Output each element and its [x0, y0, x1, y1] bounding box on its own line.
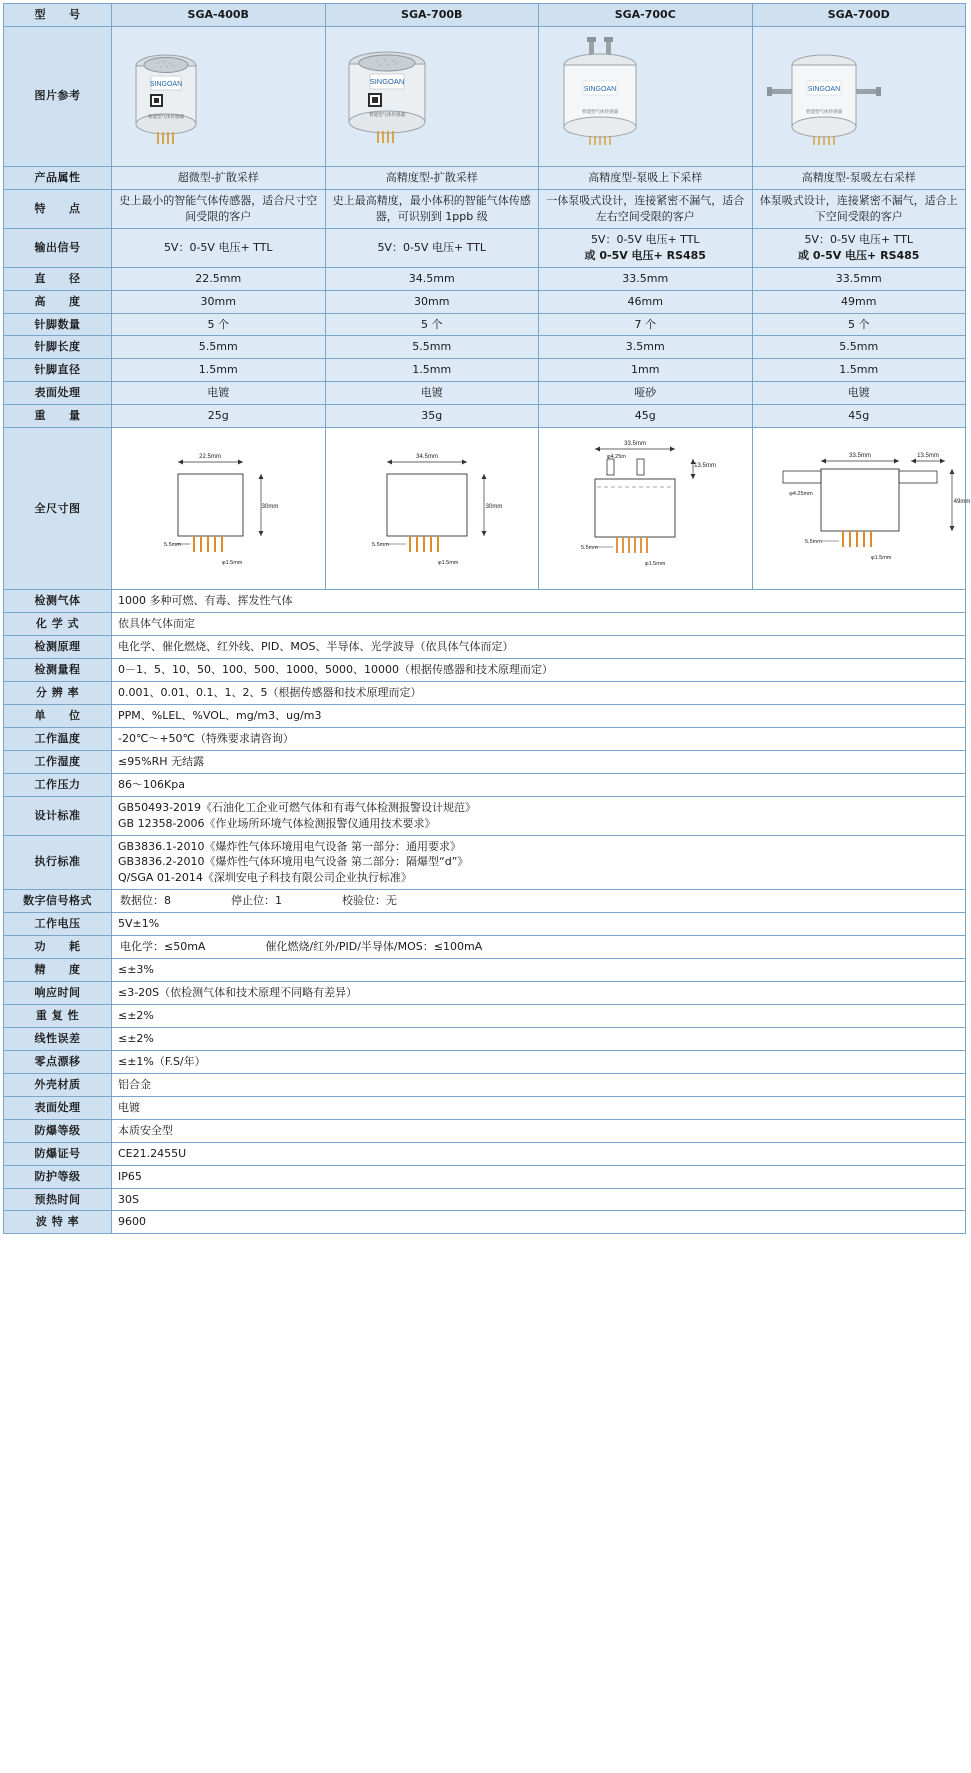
specification-table: [3, 3, 970, 1234]
row-label-model: 型 号: [4, 4, 112, 27]
shell-material-value: 铝合金: [112, 1073, 966, 1096]
power-value: [112, 936, 966, 959]
pin-diameter-0: 1.5mm: [112, 359, 326, 382]
row-label-shell-material: 外壳材质: [4, 1073, 112, 1096]
row-label-pin-length: 针脚长度: [4, 336, 112, 359]
svg-text:φ4.25mm: φ4.25mm: [788, 491, 813, 498]
baud-value: 9600: [112, 1211, 966, 1234]
row-label-product-attr: 产品属性: [4, 166, 112, 189]
table-row-response-time: [4, 982, 966, 1005]
product-attr-1: 高精度型-扩散采样: [325, 166, 539, 189]
surface-1: 电镀: [325, 382, 539, 405]
table-row-ex-cert: [4, 1142, 966, 1165]
row-label-power: 功 耗: [4, 936, 112, 959]
column-header-0: SGA-400B: [112, 4, 326, 27]
table-row-design-standard: [4, 796, 966, 835]
row-label-height: 高 度: [4, 290, 112, 313]
output-2: [539, 228, 753, 267]
power-electrochemical: 电化学：≤50mA: [120, 940, 206, 954]
dimension-diagram-sga400b-icon: [118, 434, 298, 584]
chemical-formula-value: 依具体气体而定: [112, 613, 966, 636]
linear-error-value: ≤±2%: [112, 1027, 966, 1050]
row-label-linear-error: 线性误差: [4, 1027, 112, 1050]
svg-text:49mm: 49mm: [953, 499, 970, 506]
repeatability-value: ≤±2%: [112, 1005, 966, 1028]
output-1-line1: 5V：0-5V 电压+ TTL: [377, 240, 487, 254]
table-row-product-attr: [4, 166, 966, 189]
row-label-principle: 检测原理: [4, 636, 112, 659]
output-1: [325, 228, 539, 267]
product-attr-2: 高精度型-泵吸上下采样: [539, 166, 753, 189]
table-row-digital-format: [4, 890, 966, 913]
dimension-drawing-2: [539, 428, 753, 590]
table-row-principle: [4, 636, 966, 659]
range-value: 0－1、5、10、50、100、500、1000、5000、10000（根据传感器和技术原理而定）: [112, 659, 966, 682]
svg-text:13.5mm: 13.5mm: [694, 463, 716, 470]
product-attr-0: 超微型-扩散采样: [112, 166, 326, 189]
row-label-baud: 波 特 率: [4, 1211, 112, 1234]
table-row-pin-length: [4, 336, 966, 359]
feature-3: 体泵吸式设计，连接紧密不漏气，适合上下空间受限的客户: [752, 189, 966, 228]
table-row-unit: [4, 704, 966, 727]
svg-text:30mm: 30mm: [261, 503, 279, 510]
power-other: 催化燃烧/红外/PID/半导体/MOS：≤100mA: [265, 940, 483, 954]
table-row-dimension-drawing: [4, 428, 966, 590]
surface2-value: 电镀: [112, 1096, 966, 1119]
digital-format-value: [112, 890, 966, 913]
dimension-drawing-0: [112, 428, 326, 590]
pin-length-2: 3.5mm: [539, 336, 753, 359]
diameter-2: 33.5mm: [539, 267, 753, 290]
ex-cert-value: CE21.2455U: [112, 1142, 966, 1165]
dim-width-0: 22.5mm: [199, 453, 221, 460]
row-label-surface2: 表面处理: [4, 1096, 112, 1119]
response-time-value: ≤3-20S（依检测气体和技术原理不同略有差异）: [112, 982, 966, 1005]
table-row-weight: [4, 405, 966, 428]
table-row-pin-diameter: [4, 359, 966, 382]
table-row-surface2: [4, 1096, 966, 1119]
pin-count-0: 5 个: [112, 313, 326, 336]
row-label-digital-format: 数字信号格式: [4, 890, 112, 913]
row-label-pin-count: 针脚数量: [4, 313, 112, 336]
table-row-height: [4, 290, 966, 313]
exec-standard-line-1: GB3836.1-2010《爆炸性气体环境用电气设备 第一部分：通用要求》: [118, 839, 462, 853]
output-0: [112, 228, 326, 267]
row-label-surface: 表面处理: [4, 382, 112, 405]
preheat-value: 30S: [112, 1188, 966, 1211]
svg-text:φ4.25m: φ4.25m: [607, 454, 626, 461]
svg-text:智能型气体传感器: 智能型气体传感器: [368, 112, 405, 118]
exec-standard-line-2: GB3836.2-2010《爆炸性气体环境用电气设备 第二部分：隔爆型“d”》: [118, 855, 469, 869]
exec-standard-line-3: Q/SGA 01-2014《深圳安电子科技有限公司企业执行标准》: [118, 871, 412, 885]
sensor-photo-sga700c-icon: [545, 31, 655, 161]
row-label-preheat: 预热时间: [4, 1188, 112, 1211]
output-3-line1: 5V：0-5V 电压+ TTL: [804, 232, 914, 246]
table-row-chemical-formula: [4, 613, 966, 636]
feature-1: 史上最高精度，最小体积的智能气体传感器，可识别到 1ppb 级: [325, 189, 539, 228]
row-label-output: 输出信号: [4, 228, 112, 267]
svg-text:30mm: 30mm: [485, 503, 502, 510]
design-standard-value: [112, 796, 966, 835]
row-label-pin-diameter: 针脚直径: [4, 359, 112, 382]
product-photo-2: [539, 26, 753, 166]
ex-grade-value: 本质安全型: [112, 1119, 966, 1142]
svg-text:SINGOAN: SINGOAN: [583, 86, 617, 94]
diameter-1: 34.5mm: [325, 267, 539, 290]
row-label-accuracy: 精 度: [4, 959, 112, 982]
row-label-unit: 单 位: [4, 704, 112, 727]
row-label-range: 检测量程: [4, 659, 112, 682]
zero-drift-value: ≤±1%（F.S/年）: [112, 1050, 966, 1073]
svg-text:33.5mm: 33.5mm: [624, 441, 646, 448]
dimension-drawing-3: [752, 428, 970, 590]
table-row-features: [4, 189, 966, 228]
output-0-line1: 5V：0-5V 电压+ TTL: [163, 240, 273, 254]
sensor-photo-sga700b-icon: [332, 36, 442, 156]
row-label-repeatability: 重 复 性: [4, 1005, 112, 1028]
output-2-line2: 或 0-5V 电压+ RS485: [584, 248, 706, 262]
svg-text:智能型气体传感器: 智能型气体传感器: [582, 109, 618, 115]
table-row-power: [4, 936, 966, 959]
work-voltage-value: 5V±1%: [112, 913, 966, 936]
table-row-resolution: [4, 681, 966, 704]
accuracy-value: ≤±3%: [112, 959, 966, 982]
weight-0: 25g: [112, 405, 326, 428]
dimension-diagram-sga700b-icon: [332, 434, 522, 584]
row-label-diameter: 直 径: [4, 267, 112, 290]
pin-diameter-1: 1.5mm: [325, 359, 539, 382]
svg-text:φ1.5mm: φ1.5mm: [437, 559, 458, 566]
row-label-chemical-formula: 化 学 式: [4, 613, 112, 636]
row-label-weight: 重 量: [4, 405, 112, 428]
surface-0: 电镀: [112, 382, 326, 405]
svg-text:5.5mm: 5.5mm: [581, 545, 598, 552]
table-row-ex-grade: [4, 1119, 966, 1142]
row-label-work-voltage: 工作电压: [4, 913, 112, 936]
weight-3: 45g: [752, 405, 966, 428]
weight-2: 45g: [539, 405, 753, 428]
feature-0: 史上最小的智能气体传感器，适合尺寸空间受限的客户: [112, 189, 326, 228]
table-row-ip-grade: [4, 1165, 966, 1188]
svg-text:5.5mm: 5.5mm: [371, 541, 389, 548]
table-row-work-humidity: [4, 750, 966, 773]
row-label-work-temp: 工作温度: [4, 727, 112, 750]
svg-text:5.5mm: 5.5mm: [164, 541, 181, 548]
row-label-ex-grade: 防爆等级: [4, 1119, 112, 1142]
work-pressure-value: 86～106Kpa: [112, 773, 966, 796]
row-label-work-pressure: 工作压力: [4, 773, 112, 796]
output-2-line1: 5V：0-5V 电压+ TTL: [590, 232, 700, 246]
pin-length-1: 5.5mm: [325, 336, 539, 359]
principle-value: 电化学、催化燃烧、红外线、PID、MOS、半导体、光学波导（依具体气体而定）: [112, 636, 966, 659]
sensor-photo-sga400b-icon: [118, 36, 214, 156]
height-1: 30mm: [325, 290, 539, 313]
column-header-3: SGA-700D: [752, 4, 966, 27]
pin-count-2: 7 个: [539, 313, 753, 336]
height-0: 30mm: [112, 290, 326, 313]
svg-text:智能型气体传感器: 智能型气体传感器: [805, 109, 842, 115]
product-photo-3: [752, 26, 966, 166]
row-label-exec-standard: 执行标准: [4, 835, 112, 890]
table-row-output: [4, 228, 966, 267]
svg-text:智能型气体传感器: 智能型气体传感器: [148, 114, 184, 120]
svg-text:5.5mm: 5.5mm: [804, 539, 822, 546]
row-label-ip-grade: 防护等级: [4, 1165, 112, 1188]
table-row-detect-gas: [4, 590, 966, 613]
pin-count-3: 5 个: [752, 313, 966, 336]
svg-text:SINGOAN: SINGOAN: [807, 86, 840, 94]
table-row-work-temp: [4, 727, 966, 750]
row-label-detect-gas: 检测气体: [4, 590, 112, 613]
column-header-1: SGA-700B: [325, 4, 539, 27]
diameter-3: 33.5mm: [752, 267, 966, 290]
digital-stop-bits: 停止位：1: [231, 894, 282, 908]
row-label-resolution: 分 辨 率: [4, 681, 112, 704]
row-label-design-standard: 设计标准: [4, 796, 112, 835]
svg-text:φ1.5mm: φ1.5mm: [870, 555, 891, 562]
work-humidity-value: ≤95%RH 无结露: [112, 750, 966, 773]
table-row-preheat: [4, 1188, 966, 1211]
pin-count-1: 5 个: [325, 313, 539, 336]
svg-text:13.5mm: 13.5mm: [916, 453, 939, 460]
design-standard-line-1: GB50493-2019《石油化工企业可燃气体和有毒气体检测报警设计规范》: [118, 800, 477, 814]
feature-2: 一体泵吸式设计，连接紧密不漏气，适合左右空间受限的客户: [539, 189, 753, 228]
table-row-range: [4, 659, 966, 682]
digital-parity: 校验位：无: [342, 894, 397, 908]
row-label-work-humidity: 工作湿度: [4, 750, 112, 773]
row-label-image: 图片参考: [4, 26, 112, 166]
table-row-zero-drift: [4, 1050, 966, 1073]
svg-text:φ1.5mm: φ1.5mm: [222, 559, 243, 566]
table-row-shell-material: [4, 1073, 966, 1096]
product-photo-1: [325, 26, 539, 166]
row-label-features: 特 点: [4, 189, 112, 228]
row-label-response-time: 响应时间: [4, 982, 112, 1005]
row-label-zero-drift: 零点漂移: [4, 1050, 112, 1073]
product-attr-3: 高精度型-泵吸左右采样: [752, 166, 966, 189]
svg-text:34.5mm: 34.5mm: [415, 453, 438, 460]
surface-2: 哑砂: [539, 382, 753, 405]
sensor-photo-sga700d-icon: [759, 31, 889, 161]
design-standard-line-2: GB 12358-2006《作业场所环境气体检测报警仪通用技术要求》: [118, 816, 436, 830]
output-3-line2: 或 0-5V 电压+ RS485: [798, 248, 920, 262]
row-label-ex-cert: 防爆证号: [4, 1142, 112, 1165]
column-header-2: SGA-700C: [539, 4, 753, 27]
table-row-image: [4, 26, 966, 166]
svg-text:φ1.5mm: φ1.5mm: [645, 561, 666, 568]
table-row-work-voltage: [4, 913, 966, 936]
dimension-diagram-sga700d-icon: [759, 431, 971, 586]
unit-value: PPM、%LEL、%VOL、mg/m3、ug/m3: [112, 704, 966, 727]
diameter-0: 22.5mm: [112, 267, 326, 290]
pin-diameter-2: 1mm: [539, 359, 753, 382]
svg-text:SINGOAN: SINGOAN: [149, 81, 183, 89]
ip-grade-value: IP65: [112, 1165, 966, 1188]
table-row-linear-error: [4, 1027, 966, 1050]
table-row-work-pressure: [4, 773, 966, 796]
pin-length-0: 5.5mm: [112, 336, 326, 359]
height-3: 49mm: [752, 290, 966, 313]
table-row-surface: [4, 382, 966, 405]
pin-length-3: 5.5mm: [752, 336, 966, 359]
row-label-dimension-drawing: 全尺寸图: [4, 428, 112, 590]
exec-standard-value: [112, 835, 966, 890]
svg-text:33.5mm: 33.5mm: [848, 453, 871, 460]
svg-text:SINGOAN: SINGOAN: [369, 77, 404, 87]
output-3: [752, 228, 966, 267]
table-row-exec-standard: [4, 835, 966, 890]
table-row-diameter: [4, 267, 966, 290]
work-temp-value: -20℃～+50℃（特殊要求请咨询）: [112, 727, 966, 750]
product-photo-0: [112, 26, 326, 166]
detect-gas-value: 1000 多种可燃、有毒、挥发性气体: [112, 590, 966, 613]
weight-1: 35g: [325, 405, 539, 428]
dimension-drawing-1: [325, 428, 539, 590]
resolution-value: 0.001、0.01、0.1、1、2、5（根据传感器和技术原理而定）: [112, 681, 966, 704]
table-row-repeatability: [4, 1005, 966, 1028]
dimension-diagram-sga700c-icon: [545, 431, 740, 586]
table-row-baud: [4, 1211, 966, 1234]
table-row-model: [4, 4, 966, 27]
table-row-accuracy: [4, 959, 966, 982]
pin-diameter-3: 1.5mm: [752, 359, 966, 382]
height-2: 46mm: [539, 290, 753, 313]
digital-data-bits: 数据位：8: [120, 894, 171, 908]
surface-3: 电镀: [752, 382, 966, 405]
table-row-pin-count: [4, 313, 966, 336]
